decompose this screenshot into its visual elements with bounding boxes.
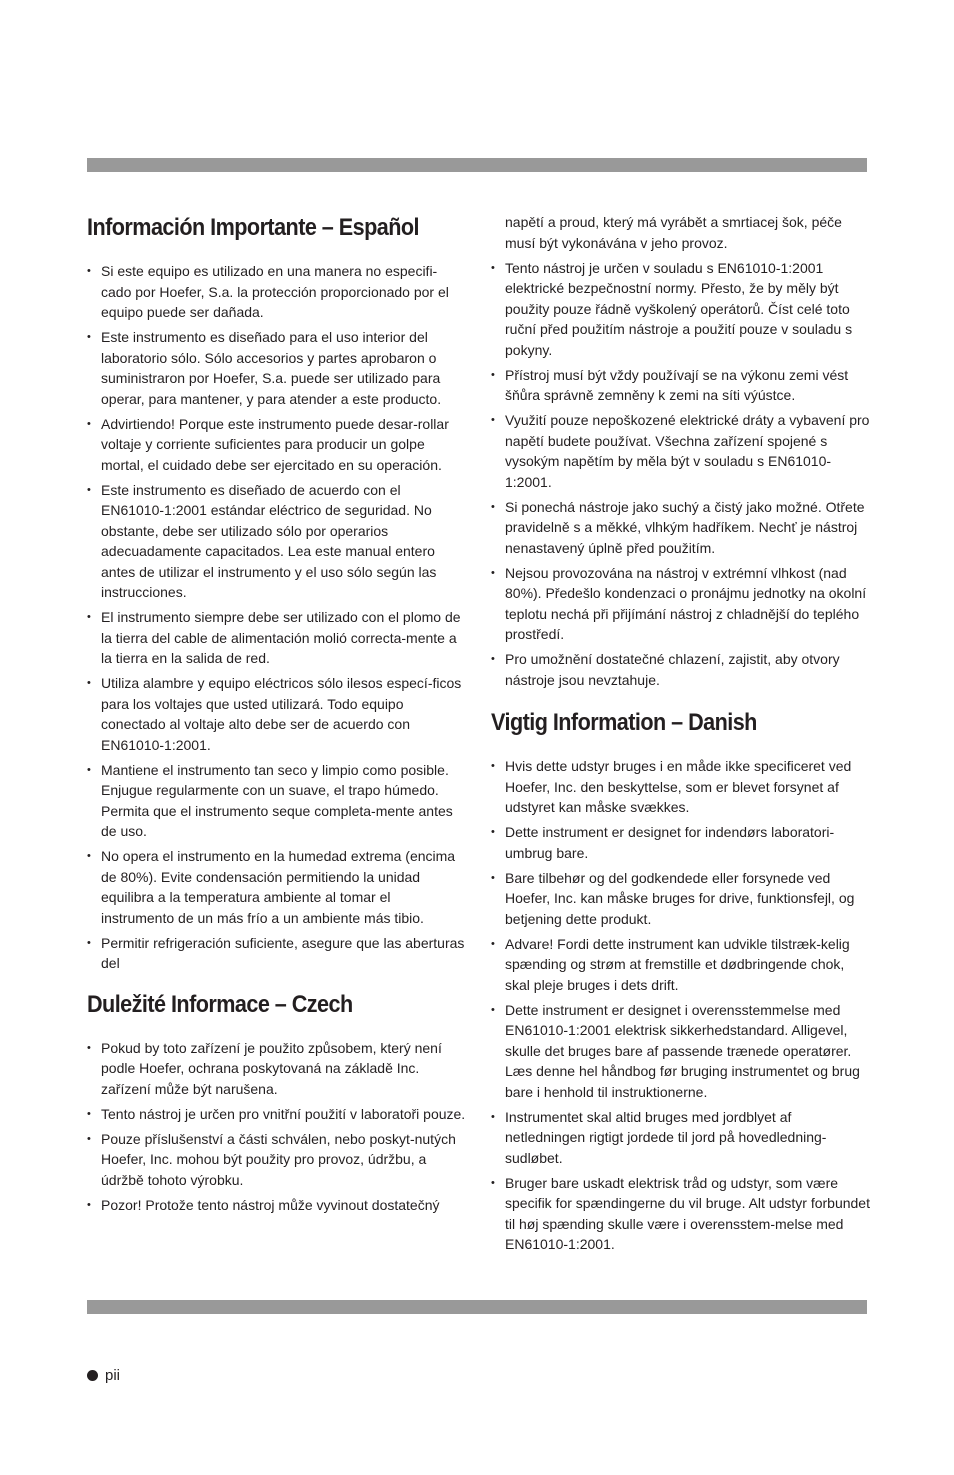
list-item: • Si este equipo es utilizado en una manera no especifi-cado por Hoefer, S.a. la protección proporcionado por el equipo puede ser dañada. xyxy=(87,261,467,323)
section-danish xyxy=(491,708,871,1255)
list-item: • Přístroj musí být vždy používají se na výkonu zemi vést šňůra správně zemněny k zemi na síti výústce. xyxy=(491,365,871,406)
czech-list xyxy=(87,1038,467,1216)
list-item: • Hvis dette udstyr bruges i en måde ikke specificeret ved Hoefer, Inc. den beskyttelse, som er blevet forsynet af udstyret kan måske svækkes. xyxy=(491,756,871,818)
list-item: • Pouze příslušenství a části schválen, nebo poskyt-nutých Hoefer, Inc. mohou být použity pro provoz, údržbu, a údržbě tohoto výrobku. xyxy=(87,1129,467,1191)
danish-list xyxy=(491,756,871,1255)
list-item: • Este instrumento es diseñado para el uso interior del laboratorio sólo. Sólo accesorios y partes aprobaron o suministraron por Hoefer, S.a. puede ser utilizado para operar, para mantener, y para atender a este producto. xyxy=(87,327,467,409)
section-heading-espanol: Información Importante – Español xyxy=(87,214,419,241)
section-espanol xyxy=(87,213,467,974)
top-divider-bar xyxy=(87,158,867,172)
list-item: • Nejsou provozována na nástroj v extrémní vlhkost (nad 80%). Předešlo kondenzaci o pronájmu jednotky na okolní teplotu nechá při přijímání nástroj z chladnější do teplého prostředí. xyxy=(491,563,871,645)
section-czech xyxy=(87,990,467,1216)
section-heading-czech: Duležité Informace – Czech xyxy=(87,990,353,1018)
czech-continuation-text: napětí a proud, který má vyrábět a smrtiacej šok, péče musí být vykonávána v jeho provoz. xyxy=(505,214,842,251)
list-item: • Dette instrument er designet for indendørs laboratori-umbrug bare. xyxy=(491,822,871,863)
list-item: • No opera el instrumento en la humedad extrema (encima de 80%). Evite condensación permitiendo la unidad equilibra a la temperatura ambiente al tomar el instrumento de un más frío a un ambiente más tibio. xyxy=(87,846,467,928)
page-number: pii xyxy=(105,1367,121,1384)
list-item: • Bruger bare uskadt elektrisk tråd og udstyr, som være specifik for spændingerne du vil bruge. Alt udstyr forbundet til høj spænding skulle være i overensstem-melse med EN61010-1:2001. xyxy=(491,1173,871,1255)
espanol-list xyxy=(87,261,467,974)
section-czech-continued xyxy=(491,212,871,690)
bottom-divider-bar xyxy=(87,1300,867,1314)
list-item: • Permitir refrigeración suficiente, asegure que las aberturas del xyxy=(87,933,467,974)
list-item: • Mantiene el instrumento tan seco y limpio como posible. Enjugue regularmente con un suave, el trapo húmedo. Permita que el instrumento seque completa-mente antes de uso. xyxy=(87,760,467,842)
czech-list-continued xyxy=(491,258,871,691)
list-item: • Pokud by toto zařízení je použito způsobem, který není podle Hoefer, ochrana poskytovaná na základě Inc. zařízení může být narušena. xyxy=(87,1038,467,1100)
list-item: • El instrumento siempre debe ser utilizado con el plomo de la tierra del cable de alimentación molió correcta-mente a la tierra en la salida de red. xyxy=(87,607,467,669)
list-item: • Advirtiendo! Porque este instrumento puede desar-rollar voltaje y corriente suficientes para producir un golpe mortal, el cuidado debe ser ejercitado en su operación. xyxy=(87,414,467,476)
left-column xyxy=(87,205,467,1220)
list-item: • Instrumentet skal altid bruges med jordblyet af netledningen rigtigt jordede til jord på hovedledning-sudløbet. xyxy=(491,1107,871,1169)
bullet-dot-icon xyxy=(87,1370,98,1381)
list-item: • Pozor! Protože tento nástroj může vyvinout dostatečný xyxy=(87,1195,467,1216)
list-item: • Dette instrument er designet i overensstemmelse med EN61010-1:2001 elektrisk sikkerhedstandard. Alligevel, skulle det bruges bare af passende trænede operatører. Læs denne hel håndbog før bruging instrumentet og brug bare i henhold til instruktionerne. xyxy=(491,1000,871,1103)
right-column xyxy=(491,212,871,1259)
list-item: • Tento nástroj je určen pro vnitřní použití v laboratoři pouze. xyxy=(87,1104,467,1125)
list-item: • Este instrumento es diseñado de acuerdo con el EN61010-1:2001 estándar eléctrico de seguridad. No obstante, debe ser utilizado sólo por operarios adecuadamente capacitados. Lea este manual entero antes de utilizar el instrumento y el uso sólo según las instrucciones. xyxy=(87,480,467,603)
list-item: • Pro umožnění dostatečné chlazení, zajistit, aby otvory nástroje jsou nevztahuje. xyxy=(491,649,871,690)
section-heading-danish: Vigtig Information – Danish xyxy=(491,709,757,736)
list-item: • Využití pouze nepoškozené elektrické dráty a vybavení pro napětí budete používat. Všechna zařízení spojené s vysokým napětím by měla být v souladu s EN61010-1:2001. xyxy=(491,410,871,492)
list-item: • Advare! Fordi dette instrument kan udvikle tilstræk-kelig spænding og strøm at fremstille et dødbringende chok, skal pleje bruges i dets drift. xyxy=(491,934,871,996)
list-item: • Tento nástroj je určen v souladu s EN61010-1:2001 elektrické bezpečnostní normy. Přesto, že by měly být použity pouze řádně vyškolený operátorů. Číst celé toto ruční před použitím nástroje a použití pouze v souladu s pokyny. xyxy=(491,258,871,361)
page-footer xyxy=(87,1367,120,1384)
list-item: • Si ponechá nástroje jako suchý a čistý jako možné. Otřete pravidelně s a měkké, vlhkým hadříkem. Nechť je nástroj nenastavený úplně před použitím. xyxy=(491,497,871,559)
list-item: • Utiliza alambre y equipo eléctricos sólo ilesos especí-ficos para los voltajes que usted utilizará. Todo equipo conectado al voltaje alto debe ser de acuerdo con EN61010-1:2001. xyxy=(87,673,467,755)
list-item: • Bare tilbehør og del godkendede eller forsynede ved Hoefer, Inc. kan måske bruges for drive, funktionsfejl, og betjening dette produkt. xyxy=(491,868,871,930)
